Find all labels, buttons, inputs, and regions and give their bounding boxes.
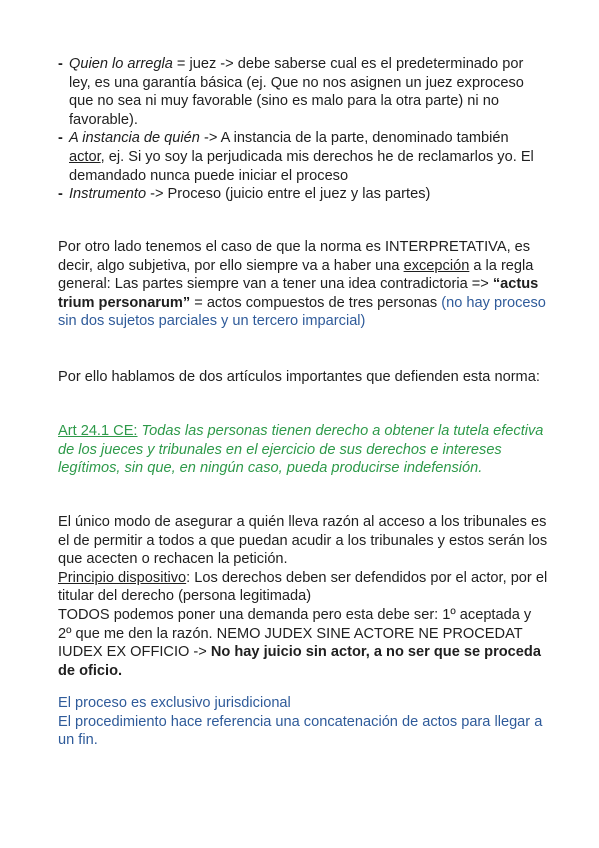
paragraph-interpretative-norm <box>58 238 548 331</box>
text-run: : Los derechos deben ser defendidos por el actor, por el titular del derecho (persona legitimada) <box>58 569 548 605</box>
bullet-item-instance <box>58 129 548 185</box>
bullet-text: = juez -> debe saberse cual es el predeterminado por ley, es una garantía básica (ej. Que no nos asignen un juez exproceso que no sea ni muy favorable (sino es malo para la otra parte) ni no favorable). <box>69 56 524 128</box>
closing-line: El procedimiento hace referencia una concatenación de actos para llegar a un fin. <box>58 713 543 749</box>
text-run: El único modo de asegurar a quién lleva razón al acceso a los tribunales es el de permitir a todos a que puedan acudir a los tribunales y estos serán los que acecten o rechacen la petición. <box>58 514 548 568</box>
text-run: TODOS <box>58 606 110 623</box>
bullet-dash: - <box>58 130 63 147</box>
text-run: -> <box>189 644 211 661</box>
text-run: a la regla general: Las partes siempre van a tener una idea contradictoria => <box>58 257 534 293</box>
latin-maxim: NEMO JUDEX SINE ACTORE NE PROCEDAT IUDEX EX OFFICIO <box>58 625 523 661</box>
text-run: , es decir, algo subjetiva, por ello siempre va a haber una <box>58 239 531 274</box>
closing-line: El proceso es exclusivo jurisdicional <box>58 695 291 711</box>
blue-note: (no hay proceso sin dos sujetos parciales y un tercero imparcial) <box>58 294 546 330</box>
article-quote <box>58 422 548 478</box>
closing-notes <box>58 694 548 750</box>
bullet-text: -> Proceso (juicio entre el juez y las partes) <box>146 186 431 203</box>
underlined-term: excepción <box>403 257 470 274</box>
underlined-term: actor <box>69 148 101 165</box>
bullet-dash: - <box>58 186 63 203</box>
text-run: = actos compuestos de tres personas <box>190 294 442 311</box>
text-run: podemos poner una demanda pero esta debe ser: 1º aceptada y 2º que me den la razón. <box>58 606 532 642</box>
paragraph-two-articles: Por ello hablamos de dos artículos importantes que defienden esta norma: <box>58 369 540 385</box>
bullet-term: Instrumento <box>69 186 147 203</box>
article-reference: Art 24.1 CE: <box>58 423 138 439</box>
bullet-text: , ej. Si yo soy la perjudicada mis derechos he de reclamarlos yo. El demandado nunca puede iniciar el proceso <box>69 148 534 184</box>
bold-term: “actus trium personarum” <box>58 276 539 311</box>
article-text: Todas las personas tienen derecho a obtener la tutela efectiva de los jueces y tribunales en el ejercicio de sus derechos e intereses legítimos, sin que, en ningún caso, pueda producirse indefensión. <box>58 423 544 477</box>
paragraph-dispositive-principle <box>58 513 548 680</box>
text-run: INTERPRETATIVA <box>384 239 507 255</box>
bullet-item-judge <box>58 55 548 129</box>
bullet-item-instrument <box>58 185 548 204</box>
bold-conclusion: No hay juicio sin actor, a no ser que se proceda de oficio. <box>58 644 541 679</box>
bullet-list <box>58 55 548 204</box>
bullet-term: A instancia de quién <box>69 130 200 147</box>
text-run: Por otro lado tenemos el caso de que la norma es <box>58 239 385 255</box>
underlined-term: Principio dispositivo <box>58 569 187 586</box>
bullet-term: Quien lo arregla <box>69 56 173 72</box>
bullet-text: -> A instancia de la parte, denominado también <box>199 130 509 147</box>
bullet-dash: - <box>58 56 63 72</box>
